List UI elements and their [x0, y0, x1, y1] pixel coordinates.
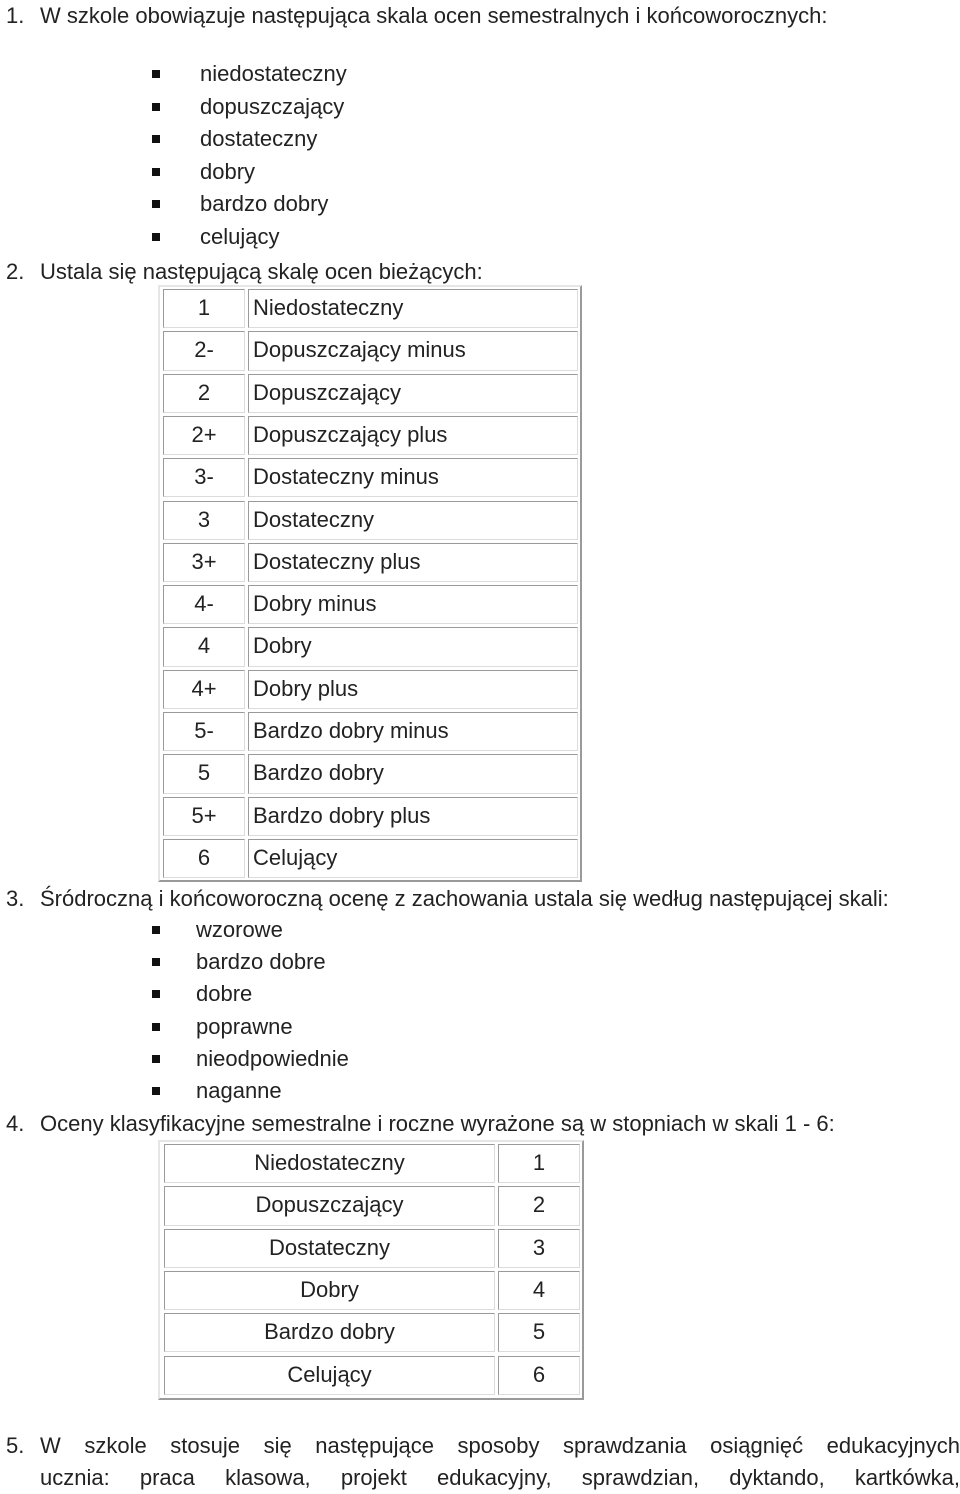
- table-cell-grade: 6: [163, 839, 245, 878]
- bullet-square-icon: [152, 1055, 160, 1063]
- table-cell-grade: 3: [498, 1229, 580, 1268]
- table-cell-name: Celujący: [248, 839, 578, 878]
- word: W: [40, 1433, 61, 1458]
- list-item: niedostateczny: [200, 61, 347, 86]
- table-cell-grade: 4-: [163, 585, 245, 624]
- section-4-number: 4.: [6, 1111, 25, 1136]
- table-cell-grade: 5: [163, 754, 245, 793]
- word: klasowa,: [225, 1465, 311, 1490]
- table-cell-name: Dobry: [248, 627, 578, 666]
- word: szkole: [84, 1433, 147, 1458]
- table-cell-grade: 2-: [163, 331, 245, 370]
- section-3-number: 3.: [6, 886, 25, 911]
- word: sposoby: [457, 1433, 540, 1458]
- table-cell-grade: 2: [163, 374, 245, 413]
- table-cell-grade: 2+: [163, 416, 245, 455]
- section-5-line-2: [40, 1462, 960, 1494]
- table-cell-grade: 5+: [163, 797, 245, 836]
- classification-grades-table: [158, 1140, 584, 1400]
- section-1-text: W szkole obowiązuje następująca skala ocen semestralnych i końcoworocznych:: [40, 3, 828, 28]
- table-cell-name: Dobry minus: [248, 585, 578, 624]
- table-cell-name: Celujący: [164, 1356, 495, 1395]
- table-cell-name: Dopuszczający plus: [248, 416, 578, 455]
- table-cell-grade: 3+: [163, 543, 245, 582]
- bullet-square-icon: [152, 990, 160, 998]
- table-cell-grade: 5: [498, 1313, 580, 1352]
- word: edukacyjnych: [826, 1433, 960, 1458]
- list-item: celujący: [200, 223, 280, 249]
- bullet-square-icon: [152, 200, 160, 208]
- table-cell-name: Dopuszczający: [248, 374, 578, 413]
- table-cell-grade: 5-: [163, 712, 245, 751]
- bullet-square-icon: [152, 1023, 160, 1031]
- table-cell-grade: 4: [498, 1271, 580, 1310]
- list-item: naganne: [196, 1078, 282, 1103]
- table-cell-grade: 3-: [163, 458, 245, 497]
- section-5-line-1: [40, 1430, 960, 1462]
- word: projekt: [340, 1465, 407, 1490]
- section-2-text: Ustala się następującą skalę ocen bieżących:: [40, 259, 483, 284]
- section-3-text: Śródroczną i końcoworoczną ocenę z zachowania ustala się według następującej skali:: [40, 886, 889, 911]
- word: sprawdzian,: [581, 1465, 700, 1490]
- bullet-square-icon: [152, 958, 160, 966]
- list-item: wzorowe: [196, 917, 283, 942]
- current-grades-table: [158, 285, 582, 882]
- list-item: dostateczny: [200, 126, 318, 151]
- list-item: bardzo dobry: [200, 191, 329, 216]
- list-item: dobre: [196, 981, 253, 1007]
- bullet-square-icon: [152, 103, 160, 111]
- table-cell-name: Niedostateczny: [248, 289, 578, 328]
- table-cell-name: Bardzo dobry: [248, 754, 578, 793]
- bullet-square-icon: [152, 1087, 160, 1095]
- table-cell-name: Dopuszczający: [164, 1186, 495, 1225]
- list-item: dobry: [200, 158, 256, 184]
- table-cell-name: Bardzo dobry minus: [248, 712, 578, 751]
- bullet-square-icon: [152, 70, 160, 78]
- table-cell-grade: 4: [163, 627, 245, 666]
- table-cell-grade: 4+: [163, 670, 245, 709]
- word: edukacyjny,: [437, 1465, 552, 1490]
- table-cell-name: Dostateczny: [164, 1229, 495, 1268]
- word: sprawdzania: [563, 1433, 687, 1458]
- table-cell-name: Bardzo dobry plus: [248, 797, 578, 836]
- word: ucznia:: [40, 1465, 110, 1490]
- section-1-number: 1.: [6, 3, 25, 28]
- table-cell-grade: 2: [498, 1186, 580, 1225]
- bullet-square-icon: [152, 233, 160, 241]
- table-cell-grade: 6: [498, 1356, 580, 1395]
- list-item: dopuszczający: [200, 93, 345, 119]
- table-cell-name: Dopuszczający minus: [248, 331, 578, 370]
- table-cell-name: Dostateczny plus: [248, 543, 578, 582]
- word: następujące: [315, 1433, 434, 1458]
- list-item: poprawne: [196, 1013, 293, 1039]
- bullet-square-icon: [152, 135, 160, 143]
- table-cell-grade: 1: [498, 1144, 580, 1183]
- section-4-text: Oceny klasyfikacyjne semestralne i roczne wyrażone są w stopniach w skali 1 - 6:: [40, 1111, 835, 1136]
- section-5-number: 5.: [6, 1433, 25, 1458]
- table-cell-grade: 3: [163, 501, 245, 540]
- bullet-square-icon: [152, 926, 160, 934]
- word: kartkówka,: [854, 1465, 960, 1490]
- word: się: [263, 1433, 292, 1458]
- word: praca: [139, 1465, 195, 1490]
- bullet-square-icon: [152, 168, 160, 176]
- list-item: nieodpowiednie: [196, 1045, 349, 1071]
- word: dyktando,: [729, 1465, 825, 1490]
- table-cell-name: Dobry plus: [248, 670, 578, 709]
- list-item: bardzo dobre: [196, 949, 326, 975]
- table-cell-name: Dostateczny minus: [248, 458, 578, 497]
- word: stosuje: [170, 1433, 240, 1458]
- table-cell-name: Dostateczny: [248, 501, 578, 540]
- table-cell-name: Dobry: [164, 1271, 495, 1310]
- word: osiągnięć: [710, 1433, 804, 1458]
- table-cell-name: Niedostateczny: [164, 1144, 495, 1183]
- table-cell-grade: 1: [163, 289, 245, 328]
- table-cell-name: Bardzo dobry: [164, 1313, 495, 1352]
- section-2-number: 2.: [6, 259, 25, 284]
